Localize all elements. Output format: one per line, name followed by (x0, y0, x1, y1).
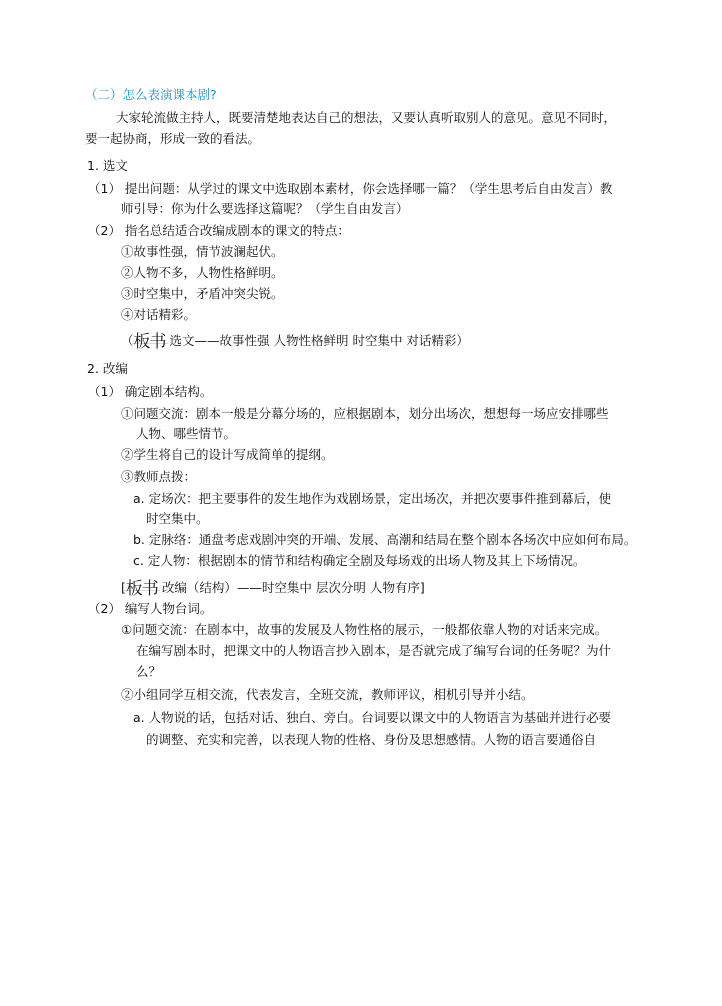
q3: ③教师点拨： (121, 469, 197, 484)
part1-item2: （2） 指名总结适合改编成剧本的课文的特点： (88, 223, 350, 238)
q2: ②学生将自己的设计写成简单的提纲。 (121, 447, 334, 462)
point-b: b. 定脉络：通盘考虑戏剧冲突的开端、发展、高潮和结局在整个剧本各场次中应如何布局。 (133, 532, 637, 547)
q1-line-2: 人物、哪些情节。 (136, 426, 237, 441)
part1-item1-line2: 师引导：你为什么要选择这篇呢？（学生自由发言） (121, 201, 409, 216)
board-summary-1 (121, 332, 469, 352)
w1-line-2: 在编写剧本时，把课文中的人物语言抄入剧本，是否就完成了编写台词的任务呢？为什 (136, 643, 612, 658)
part1-item1-line1: （1） 提出问题：从学过的课文中选取剧本素材，你会选择哪一篇？（学生思考后自由发言）教 (88, 181, 613, 196)
part2-item2: （2） 编写人物台词。 (88, 601, 213, 616)
board-stamp: 板书 (133, 332, 166, 352)
feature-2: ②人物不多，人物性格鲜明。 (121, 265, 284, 280)
point-a-line-2: 时空集中。 (146, 511, 209, 526)
board-text: 改编（结构）——时空集中 层次分明 人物有序] (161, 580, 425, 595)
wa-line-2: 的调整、充实和完善，以表现人物的性格、身份及思想感情。人物的语言要通俗自 (146, 732, 597, 747)
feature-1: ①故事性强，情节波澜起伏。 (121, 244, 284, 259)
board-open-bracket: （ (121, 333, 134, 348)
w2: ②小组同学互相交流，代表发言，全班交流，教师评议，相机引导并小结。 (121, 687, 534, 702)
intro-line-1: 大家轮流做主持人，既要清楚地表达自己的想法，又要认真听取别人的意见。意见不同时， (116, 110, 617, 125)
w1-line-3: 么？ (136, 664, 162, 679)
point-a-line-1: a. 定场次：把主要事件的发生地作为戏剧场景，定出场次，并把次要事件推到幕后，使 (133, 491, 612, 506)
part1-title: 1. 选文 (87, 158, 128, 173)
board-summary-2 (121, 579, 425, 599)
part2-item1: （1） 确定剧本结构。 (88, 384, 213, 399)
q1-line-1: ①问题交流：剧本一般是分幕分场的，应根据剧本，划分出场次，想想每一场应安排哪些 (121, 406, 609, 421)
board-stamp: 板书 (125, 579, 158, 599)
board-text: 选文——故事性强 人物性格鲜明 时空集中 对话精彩） (169, 333, 469, 348)
board-open-bracket: [ (121, 580, 126, 595)
w1-line-1: ①问题交流：在剧本中，故事的发展及人物性格的展示，一般都依靠人物的对话来完成。 (121, 622, 608, 637)
wa-line-1: a. 人物说的话，包括对话、独白、旁白。台词要以课文中的人物语言为基础并进行必要 (133, 710, 612, 725)
point-c: c. 定人物：根据剧本的情节和结构确定全剧及每场戏的出场人物及其上下场情况。 (133, 553, 586, 568)
part2-title: 2. 改编 (87, 361, 128, 376)
feature-3: ③时空集中，矛盾冲突尖锐。 (121, 286, 284, 301)
intro-line-2: 要一起协商，形成一致的看法。 (85, 131, 261, 146)
feature-4: ④对话精彩。 (121, 307, 197, 322)
section-title: （二）怎么表演课本剧? (85, 87, 217, 102)
